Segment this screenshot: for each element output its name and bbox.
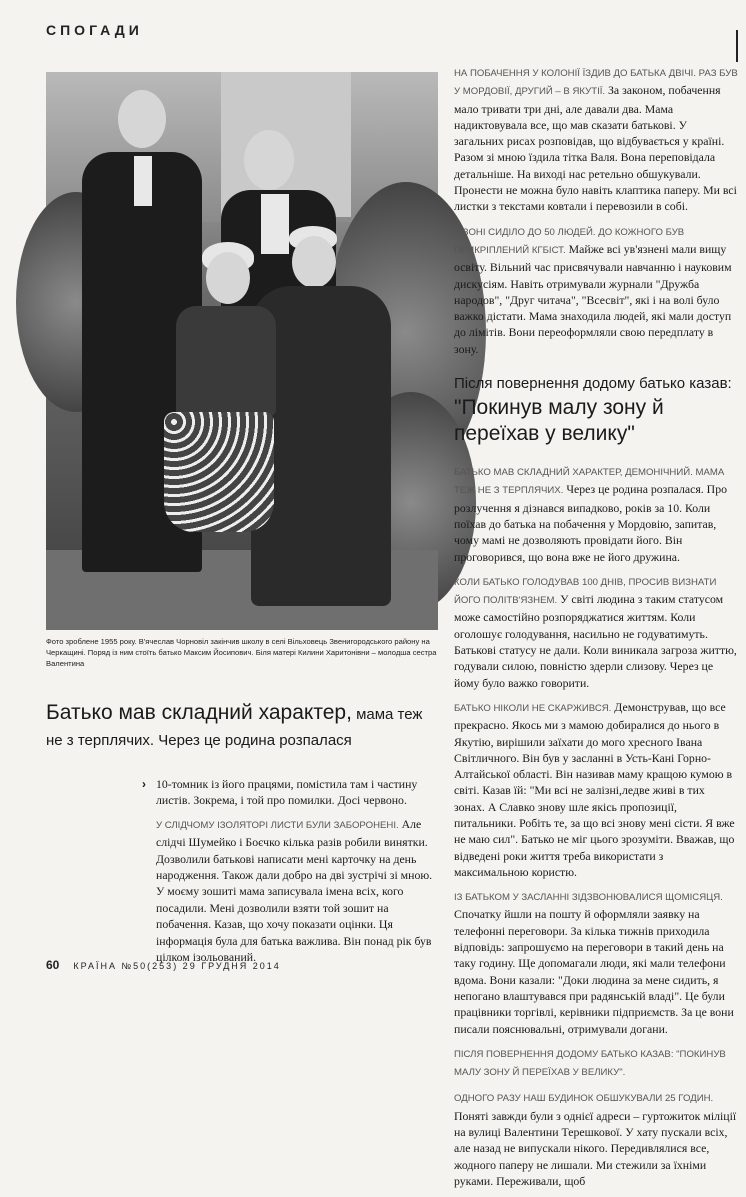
photo-person-father-head <box>244 130 294 190</box>
pull-quote <box>46 700 438 754</box>
section-label: СПОГАДИ <box>46 22 143 38</box>
paragraph: У ЗОНІ СИДІЛО ДО 50 ЛЮДЕЙ. ДО КОЖНОГО БУВ ПРИКРІПЛЕНИЙ КГБІСТ. Майже всі ув'язнені мали вищу освіту. Вільний час присвячували навчанню і науковим дискусіям. Навіть отримували журнали "Дружба народов", "Друг читача", "Всесвіт", які і на волі було важко дістати. Мама знаходила людей, які мали доступ до лімітів. Вони переоформляли свою передплату в зону. <box>454 226 732 356</box>
photo-person-young-man-shirt <box>134 156 152 206</box>
photo-person-girl-head <box>206 252 250 304</box>
arrow-bullet-icon: › <box>142 777 146 791</box>
corner-mark <box>736 30 744 62</box>
paragraph: ІЗ БАТЬКОМ У ЗАСЛАННІ ЗІДЗВОНЮВАЛИСЯ ЩОМІСЯЦЯ. Спочатку йшли на пошту й оформляли заявку на телефонні переговори. За кілька тижнів приходила відповідь: запрошуємо на переговори в такий день на таку годину. Ще допомагали люди, які мали телефони вдома. Вони казали: "Доки людина за мене сидить, я непогано влаштувався при радянській владі". Це були працівники торгівлі, керівники підприємств. За це вони писали пояснювальні, отримували догани. <box>454 892 734 1036</box>
inline-pull-quote <box>454 373 738 447</box>
photo-person-girl-sweater <box>176 306 276 416</box>
page-footer <box>46 958 281 972</box>
page-number: 60 <box>46 958 60 972</box>
right-column <box>454 64 738 1197</box>
family-photo <box>46 72 438 630</box>
paragraph: У СЛІДЧОМУ ІЗОЛЯТОРІ ЛИСТИ БУЛИ ЗАБОРОНЕНІ. Але слідчі Шумейко і Боєчко кілька разів робили винятки. Дозволили батькові написати мені карточку на день народження. Також дали добро на дві зустрічі зі мною. У моєму зошиті мама записувала імена всіх, кого посадили. Мені дозволили взяти той зошит на побачення. Казав, що хочу показати оцінки. Ця інформація була для батька важлива. Він понад рік був цілком ізольований. <box>156 816 433 965</box>
pull-quote-main: Батько мав складний характер, <box>46 701 352 724</box>
paragraph: ПІСЛЯ ПОВЕРНЕННЯ ДОДОМУ БАТЬКО КАЗАВ: "ПОКИНУВ МАЛУ ЗОНУ Й ПЕРЕЇХАВ У ВЕЛИКУ". <box>454 1048 726 1079</box>
photo-person-young-man-head <box>118 90 166 148</box>
paragraph: КОЛИ БАТЬКО ГОЛОДУВАВ 100 ДНІВ, ПРОСИВ ВИЗНАТИ ЙОГО ПОЛІТВ'ЯЗНЕМ. У світі людина з таким статусом може самостійно розпоряджатися життям. Коли оголошує голодування, насильно не годуватимуть. Батькові статусу не дали. Коли виникала загроза життю, годували силою, повністю здерли слизову. Через це йому було важко говорити. <box>454 576 737 690</box>
inline-quote-text: "Покинув малу зону й переїхав у велику" <box>454 396 664 446</box>
paragraph: НА ПОБАЧЕННЯ У КОЛОНІЇ ЇЗДИВ ДО БАТЬКА ДВІЧІ. РАЗ БУВ У МОРДОВІЇ, ДРУГИЙ – В ЯКУТІЇ. За законом, побачення мало тривати три дні, але давали два. Мама надиктовувала все, що мав сказати батькові. У загальних рисах розповідав, що відбувається у країні. Разом зі мною їздила тітка Валя. Вона переповідала детальніше. На виході нас ретельно обшукували. Пронести не можна було навіть клаптика паперу. Ми всі листки з текстами ковтали і перевозили в собі. <box>454 68 738 214</box>
paragraph: ОДНОГО РАЗУ НАШ БУДИНОК ОБШУКУВАЛИ 25 ГОДИН. Поняті завжди були з однієї адреси – гуртожиток міліції на вулиці Валентини Терешкової. У хату пускали всіх, але назад не випускали нікого. Передивлялися все, жодного паперу не лишали. Ми стежили за їхніми руками. Переживали, щоб <box>454 1093 737 1188</box>
photo-person-mother-head <box>292 236 336 288</box>
inline-quote-intro: Після повернення додому батько казав: <box>454 375 732 393</box>
paragraph: › 10-томник із його працями, помістила там і частину листів. Зокрема, і той про помилки. Досі червоно. <box>142 777 418 808</box>
pull-quote-rest: мама теж не з терплячих. Через це родина розпалася <box>46 706 423 749</box>
publication-info: КРАЇНА №50(253) 29 ГРУДНЯ 2014 <box>73 961 281 971</box>
paragraph: БАТЬКО МАВ СКЛАДНИЙ ХАРАКТЕР, ДЕМОНІЧНИЙ. МАМА ТЕЖ НЕ З ТЕРПЛЯЧИХ. Через це родина розпалася. Про розлучення я дізнався випадково, років за 10. Коли поїхав до батька на побачення у Мордовію, запитав, чому мамі не дозволяють провідати його. Він проговорився, що вона вже не його дружина. <box>454 467 727 564</box>
left-column <box>142 776 438 972</box>
photo-person-father-shirt <box>261 194 289 254</box>
photo-caption: Фото зроблене 1955 року. В'ячеслав Чорновіл закінчив школу в селі Вільховець Звенигородського району на Черкащині. Поряд із ним стоїть батько Максим Йосипович. Біля матері Килини Харитонівни – молодша сестра Валентина <box>46 637 437 668</box>
photo-person-girl-skirt <box>164 412 274 532</box>
paragraph: БАТЬКО НІКОЛИ НЕ СКАРЖИВСЯ. Демонстрував, що все прекрасно. Якось ми з мамою добиралися до нього в Якутію, вирішили заїхати до мого хресного Івана Світличного. Він був у засланні в Усть-Кані Горно-Алтайської області. Він називав маму кращою кумою в світі. Казав їй: "Ми всі не залізні,ледве живі в тих зонах. А Славко знову шле якісь пропозиції, питальники. Робіть те, за що всі знову мені сісти. Я вже не маю сил". Батько не міг цього зрозуміти. Вважав, що відведені роки життя треба використати з максимальною користю. <box>454 699 735 879</box>
